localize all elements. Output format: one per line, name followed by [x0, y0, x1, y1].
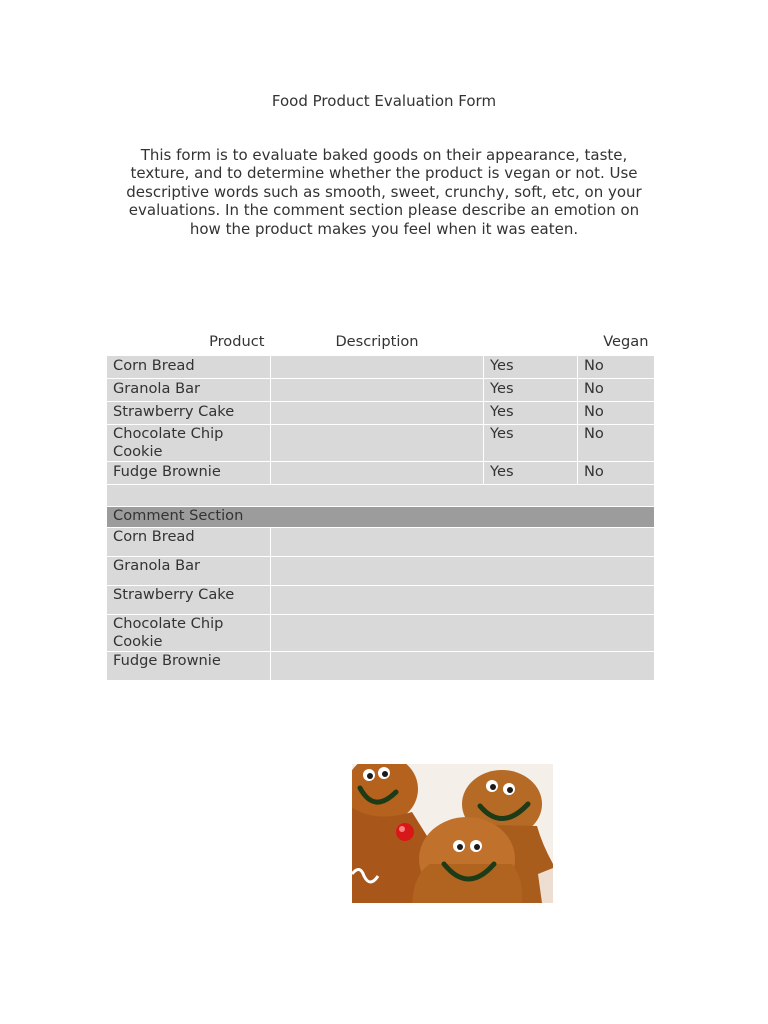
gingerbread-cookies-icon — [352, 764, 553, 903]
comment-section-header — [107, 507, 655, 528]
intro-paragraph: This form is to evaluate baked goods on their appearance, taste, texture, and to determine whether the product is vegan or not. Use descriptive words such as smooth, sweet, crunchy, soft, etc, on your evaluations. In the comment section please describe an emotion on how the product makes you feel when it was eaten. — [126, 146, 642, 238]
table-row — [107, 356, 655, 379]
comment-section-title: Comment Section — [107, 507, 655, 528]
comment-product-cell: Fudge Brownie — [107, 652, 271, 681]
vegan-no-cell[interactable]: No — [578, 402, 655, 425]
product-cell: Corn Bread — [107, 356, 271, 379]
vegan-yes-cell[interactable]: Yes — [484, 379, 578, 402]
comment-row — [107, 528, 655, 557]
description-cell[interactable] — [271, 462, 484, 485]
vegan-yes-cell[interactable]: Yes — [484, 425, 578, 462]
product-cell: Fudge Brownie — [107, 462, 271, 485]
header-description: Description — [335, 333, 419, 350]
vegan-yes-cell[interactable]: Yes — [484, 462, 578, 485]
comment-input-cell[interactable] — [271, 586, 655, 615]
comment-row — [107, 615, 655, 652]
vegan-yes-cell[interactable]: Yes — [484, 356, 578, 379]
comment-product-cell: Strawberry Cake — [107, 586, 271, 615]
vegan-no-cell[interactable]: No — [578, 379, 655, 402]
comment-row — [107, 586, 655, 615]
vegan-no-cell[interactable]: No — [578, 425, 655, 462]
description-cell[interactable] — [271, 402, 484, 425]
product-cell: Strawberry Cake — [107, 402, 271, 425]
comment-row — [107, 557, 655, 586]
page-title: Food Product Evaluation Form — [271, 92, 497, 110]
description-cell[interactable] — [271, 379, 484, 402]
evaluation-table — [106, 327, 655, 681]
description-cell[interactable] — [271, 425, 484, 462]
comment-product-cell: Chocolate Chip Cookie — [107, 615, 271, 652]
comment-row — [107, 652, 655, 681]
vegan-no-cell[interactable]: No — [578, 462, 655, 485]
header-blank — [484, 327, 578, 356]
table-row — [107, 462, 655, 485]
gingerbread-cookies-image — [352, 764, 553, 903]
header-product: Product — [209, 333, 265, 350]
table-header-row — [107, 327, 655, 356]
comment-product-cell: Corn Bread — [107, 528, 271, 557]
product-cell: Granola Bar — [107, 379, 271, 402]
comment-input-cell[interactable] — [271, 615, 655, 652]
comment-product-cell: Granola Bar — [107, 557, 271, 586]
vegan-yes-cell[interactable]: Yes — [484, 402, 578, 425]
description-cell[interactable] — [271, 356, 484, 379]
spacer-cell — [107, 485, 655, 507]
table-row — [107, 379, 655, 402]
vegan-no-cell[interactable]: No — [578, 356, 655, 379]
spacer-row — [107, 485, 655, 507]
comment-input-cell[interactable] — [271, 652, 655, 681]
table-row — [107, 402, 655, 425]
comment-input-cell[interactable] — [271, 528, 655, 557]
comment-input-cell[interactable] — [271, 557, 655, 586]
table-row — [107, 425, 655, 462]
product-cell: Chocolate Chip Cookie — [107, 425, 271, 462]
header-vegan: Vegan — [603, 333, 649, 350]
